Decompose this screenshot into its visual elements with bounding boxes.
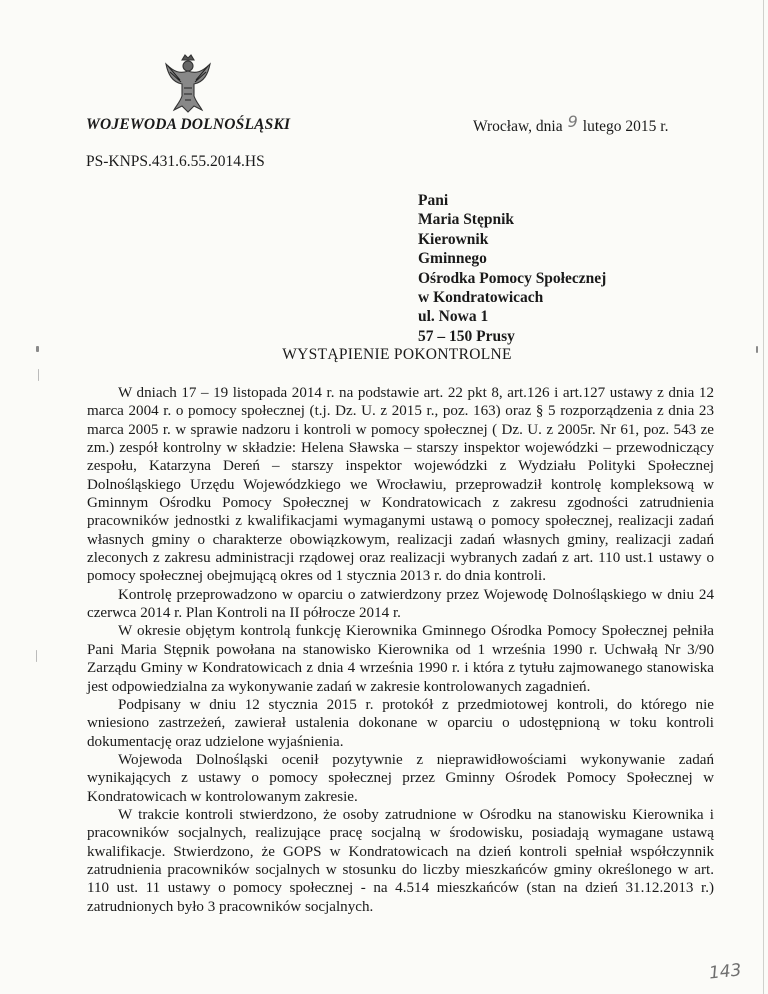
- issuing-authority: WOJEWODA DOLNOŚLĄSKI: [86, 116, 291, 133]
- reference-number: PS-KNPS.431.6.55.2014.HS: [86, 153, 265, 170]
- document-title-text: WYSTĄPIENIE POKONTROLNE: [282, 346, 512, 363]
- handwritten-page-number: 143: [708, 960, 743, 984]
- handwritten-day: 9: [567, 112, 578, 131]
- scan-speck: [38, 369, 39, 381]
- addressee-line: w Kondratowicach: [418, 289, 544, 307]
- addressee-line: Gminnego: [418, 250, 487, 268]
- body-paragraph: Wojewoda Dolnośląski ocenił pozytywnie z nieprawidłowościami wykonywanie zadań wynikających z ustawy o pomocy społecznej przez Gminny Ośrodek Pomocy Społecznej w Kondratowicach w kontrolowanym zakresie.: [87, 751, 714, 805]
- date-suffix: lutego 2015 r.: [582, 118, 669, 135]
- addressee-block: [418, 191, 606, 346]
- scan-edge: [763, 0, 764, 994]
- document-body: [87, 384, 714, 916]
- date-line: [473, 112, 669, 136]
- scan-speck: [756, 346, 758, 353]
- document-title: [0, 346, 768, 364]
- body-paragraph: Podpisany w dniu 12 stycznia 2015 r. protokół z przedmiotowej kontroli, do którego nie wniesiono zastrzeżeń, zawierał ustalenia dokonane w oparciu o udostępnioną w toku kontroli dokumentację oraz udzielone wyjaśnienia.: [87, 696, 714, 750]
- addressee-line: Ośrodka Pomocy Społecznej: [418, 269, 607, 287]
- body-paragraph: W dniach 17 – 19 listopada 2014 r. na podstawie art. 22 pkt 8, art.126 i art.127 ustawy z dnia 12 marca 2004 r. o pomocy społecznej (t.j. Dz. U. z 2015 r., poz. 163) oraz § 5 rozporządzenia z dnia 23 marca 2005 r. w sprawie nadzoru i kontroli w pomocy społecznej ( Dz. U. z 2005r. Nr 61, poz. 543 ze zm.) zespół kontrolny w składzie: Helena Sławska – starszy inspektor wojewódzki – przewodniczący zespołu, Katarzyna Dereń – starszy inspektor wojewódzki z Wydziału Polityki Społecznej Dolnośląskiego Urzędu Wojewódzkiego we Wrocławiu, przeprowadził kontrolę kompleksową w Gminnym Ośrodku Pomocy Społecznej w Kondratowicach z zakresu zgodności zatrudnienia pracowników jednostki z kwalifikacjami wymaganymi ustawą o pomocy społecznej, realizacji zadań własnych gminy o charakterze obowiązkowym, realizacji zadań własnych gminy, realizacji zadań zleconych z zakresu administracji rządowej oraz realizacji wybranych zadań z art. 110 ust.1 ustawy o pomocy społecznej obejmującą okres od 1 stycznia 2013 r. do dnia kontroli.: [87, 385, 714, 585]
- body-paragraph: Kontrolę przeprowadzono w oparciu o zatwierdzony przez Wojewodę Dolnośląskiego w dniu 24 czerwca 2014 r. Plan Kontroli na II półrocze 2014 r.: [87, 586, 714, 622]
- addressee-line: ul. Nowa 1: [418, 308, 489, 326]
- addressee-line: Maria Stępnik: [418, 211, 515, 229]
- polish-eagle-emblem-icon: [160, 52, 216, 114]
- addressee-line: Pani: [418, 192, 449, 209]
- body-paragraph: W okresie objętym kontrolą funkcję Kierownika Gminnego Ośrodka Pomocy Społecznej pełniła Pani Maria Stępnik powołana na stanowisko Kierownika od 1 września 1990 r. Uchwałą Nr 3/90 Zarządu Gminy w Kondratowicach z dnia 4 września 1990 r. i która z tytułu zajmowanego stanowiska jest odpowiedzialna za wykonywanie zadań w zakresie kontrolowanych zagadnień.: [87, 623, 714, 695]
- date-prefix: Wrocław, dnia: [473, 118, 563, 135]
- body-paragraph: W trakcie kontroli stwierdzono, że osoby zatrudnione w Ośrodku na stanowisku Kierownika i pracowników socjalnych, realizujące pracę socjalną w środowisku, posiadają wymagane ustawą kwalifikacje. Stwierdzono, że GOPS w Kondratowicach na dzień kontroli spełniał współczynnik zatrudnienia pracowników socjalnych w stosunku do liczby mieszkańców gminy określonego w art. 110 ust. 11 ustawy o pomocy społecznej - na 4.514 mieszkańców (stan na dzień 31.12.2013 r.) zatrudnionych było 3 pracowników socjalnych.: [87, 806, 714, 915]
- scan-speck: [36, 346, 39, 352]
- addressee-line: 57 – 150 Prusy: [418, 327, 515, 345]
- scan-speck: [36, 650, 37, 662]
- addressee-line: Kierownik: [418, 230, 489, 248]
